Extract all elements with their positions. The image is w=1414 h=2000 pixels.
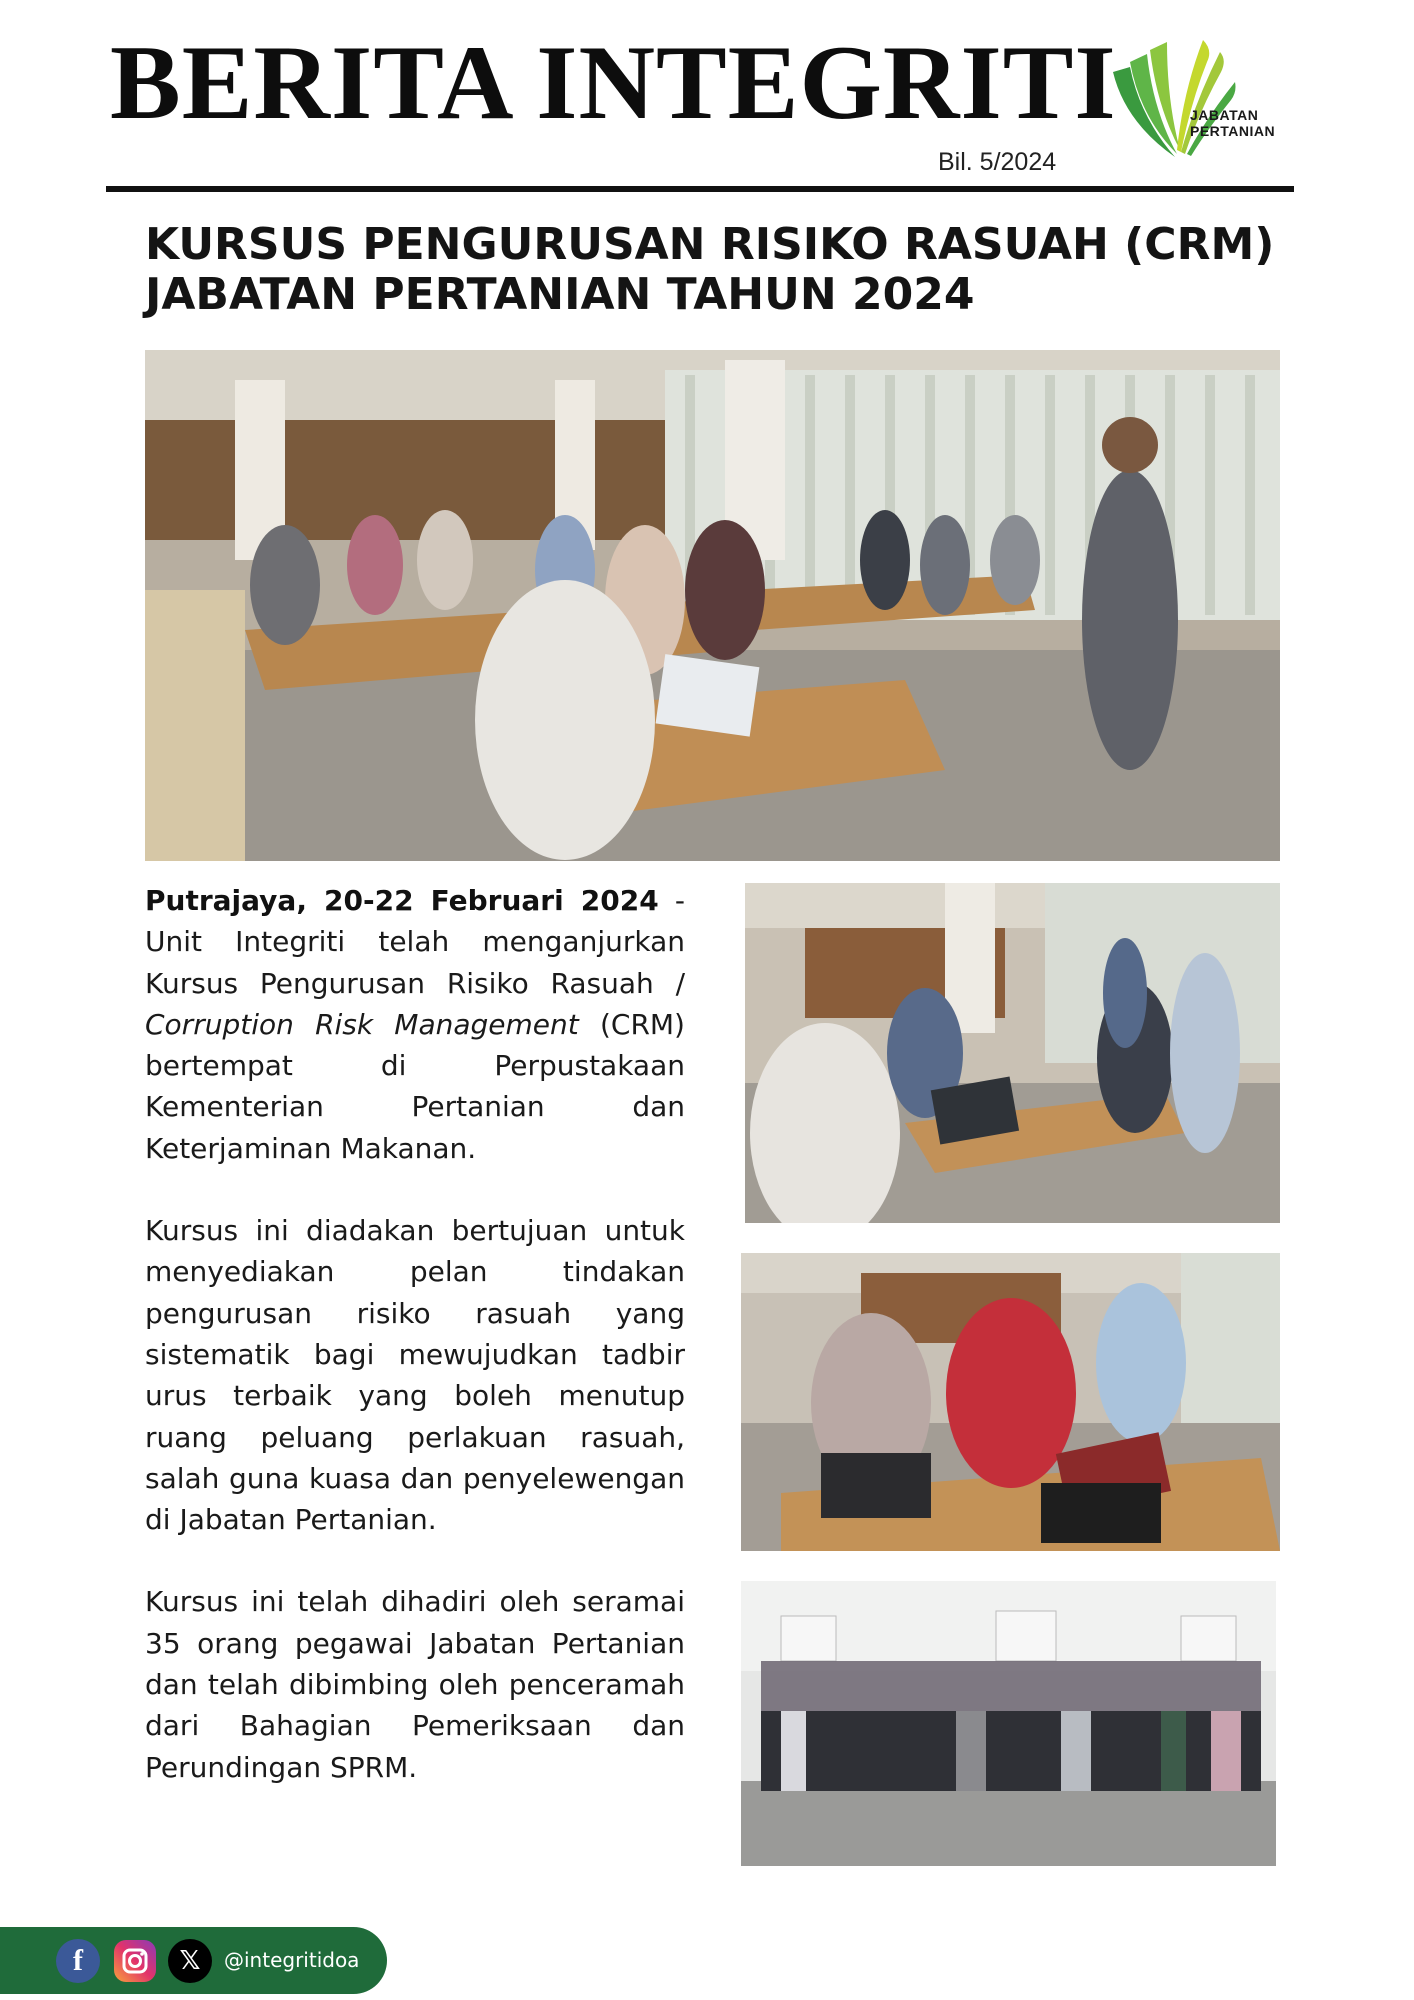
side-photo-group-portrait [741, 1581, 1276, 1866]
newsletter-title: BERITA INTEGRITI [110, 24, 1117, 141]
jabatan-pertanian-logo [1095, 32, 1295, 167]
social-media-bar [0, 1927, 387, 1994]
article-body [145, 880, 685, 1829]
article-headline [145, 220, 1280, 320]
article-dateline: Putrajaya, 20-22 Februari 2024 [145, 884, 659, 917]
headline-line-1: KURSUS PENGURUSAN RISIKO RASUAH (CRM) [145, 219, 1275, 270]
x-icon[interactable]: 𝕏 [168, 1939, 212, 1983]
side-photo-laptop-discussion [745, 883, 1280, 1223]
article-p1-text-b: (CRM) bertempat di Perpustakaan Kementerian Pertanian dan Keterjaminan Makanan. [145, 1007, 685, 1165]
article-paragraph-3: Kursus ini telah dihadiri oleh seramai 35 orang pegawai Jabatan Pertanian dan telah dibimbing oleh penceramah dari Bahagian Pemeriksaan dan Perundingan SPRM. [145, 1585, 685, 1784]
masthead-divider [106, 186, 1294, 192]
article-paragraph-1 [145, 880, 685, 1169]
logo-text-jabatan: JABATAN [1190, 107, 1259, 123]
issue-number: Bil. 5/2024 [938, 148, 1057, 176]
social-handle[interactable]: @integritidoa [224, 1948, 360, 1972]
facebook-icon[interactable]: f [56, 1939, 100, 1983]
headline-line-2: JABATAN PERTANIAN TAHUN 2024 [145, 269, 975, 320]
article-p1-text-a: - Unit Integriti telah menganjurkan Kursus Pengurusan Risiko Rasuah / [145, 884, 685, 1000]
article-paragraph-2: Kursus ini diadakan bertujuan untuk menyediakan pelan tindakan pengurusan risiko rasuah yang sistematik bagi mewujudkan tadbir urus terbaik yang boleh menutup ruang peluang perlakuan rasuah, salah guna kuasa dan penyelewengan di Jabatan Pertanian. [145, 1214, 685, 1537]
main-event-photo [145, 350, 1280, 861]
logo-leaf-icon [1095, 32, 1295, 167]
article-p1-italic: Corruption Risk Management [145, 1007, 579, 1041]
side-photo-group-work [741, 1253, 1280, 1551]
logo-text-pertanian: PERTANIAN [1190, 123, 1276, 139]
instagram-icon[interactable] [114, 1940, 156, 1982]
